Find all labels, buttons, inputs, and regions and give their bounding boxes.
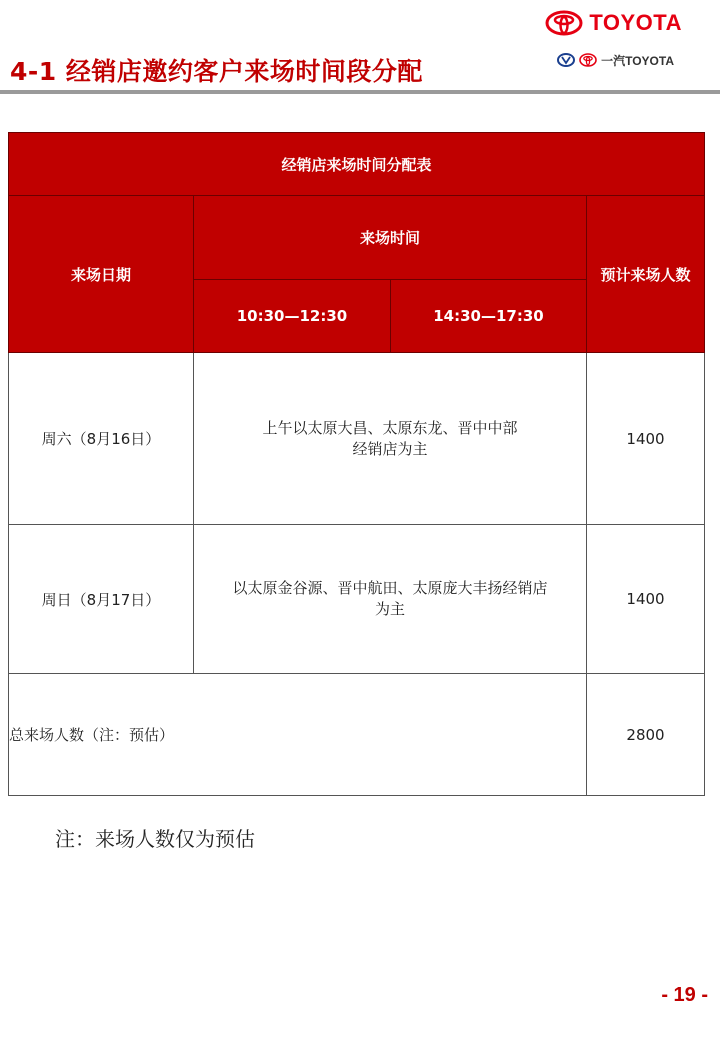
toyota-logo [545, 8, 682, 38]
row-expected: 1400 [587, 525, 705, 674]
toyota-small-emblem-icon [579, 53, 597, 67]
table-caption: 经销店来场时间分配表 [9, 133, 705, 196]
total-label: 总来场人数（注：预估） [9, 674, 587, 796]
faw-toyota-wordmark: 一汽TOYOTA [601, 53, 674, 68]
table-row [9, 525, 705, 674]
faw-toyota-logo [557, 50, 674, 70]
toyota-emblem-icon [545, 10, 583, 36]
row-date: 周六（8月16日） [9, 353, 194, 525]
page-number: - 19 - [661, 984, 708, 1006]
row-dealers [194, 353, 587, 525]
col-header-date: 来场日期 [9, 196, 194, 353]
col-header-slot-afternoon: 14:30—17:30 [391, 280, 587, 353]
row-date: 周日（8月17日） [9, 525, 194, 674]
title-divider [0, 90, 720, 94]
total-value: 2800 [587, 674, 705, 796]
col-header-expected: 预计来场人数 [587, 196, 705, 353]
footnote: 注：来场人数仅为预估 [55, 827, 255, 851]
toyota-wordmark: TOYOTA [589, 10, 682, 35]
col-header-slot-morning: 10:30—12:30 [194, 280, 391, 353]
col-header-time-group: 来场时间 [194, 196, 587, 280]
row-dealers-line: 以太原金谷源、晋中航田、太原庞大丰扬经销店 [232, 579, 548, 597]
table-row [9, 353, 705, 525]
row-dealers-line: 上午以太原大昌、太原东龙、晋中中部 [262, 418, 518, 437]
row-dealers-line: 经销店为主 [352, 439, 428, 458]
faw-emblem-icon [557, 53, 575, 67]
row-dealers-line: 为主 [374, 600, 405, 618]
table-row-total [9, 674, 705, 796]
page-title: 4-1 经销店邀约客户来场时间段分配 [10, 57, 423, 86]
row-dealers [194, 525, 587, 674]
row-expected: 1400 [587, 353, 705, 525]
schedule-table [8, 132, 705, 796]
